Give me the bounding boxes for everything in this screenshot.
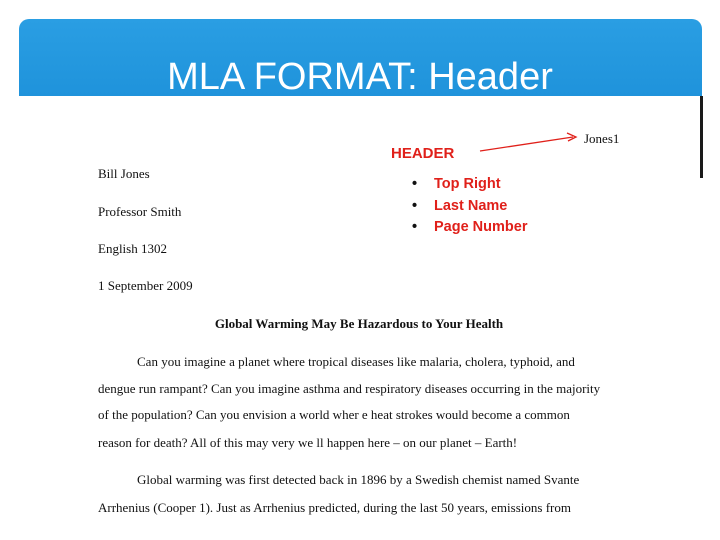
- paragraph-line: Can you imagine a planet where tropical diseases like malaria, cholera, typhoid, and: [137, 354, 575, 369]
- bullet-icon: •: [412, 197, 418, 214]
- paragraph-line: reason for death? All of this may very we ll happen here – on our planet – Earth!: [98, 435, 518, 450]
- paragraph-line: of the population? Can you envision a world wher e heat strokes would become a common: [98, 407, 570, 422]
- author-name: Bill Jones: [98, 166, 150, 181]
- paragraph-line: dengue run rampant? Can you imagine asthma and respiratory diseases occurring in the majority: [98, 381, 601, 396]
- list-item: • Last Name: [410, 196, 527, 218]
- running-head: Jones1: [584, 131, 620, 146]
- instructor-name: Professor Smith: [98, 204, 182, 219]
- essay-title: Global Warming May Be Hazardous to Your Health: [214, 316, 504, 331]
- document-edge: [700, 96, 703, 178]
- list-item: • Page Number: [410, 217, 527, 239]
- bullet-icon: •: [412, 219, 418, 235]
- list-item: • Top Right: [410, 174, 527, 196]
- paragraph-line: Global warming was first detected back in 1896 by a Swedish chemist named Svante: [137, 472, 580, 487]
- date: 1 September 2009: [98, 278, 193, 293]
- course-name: English 1302: [98, 241, 167, 256]
- paragraph-line: Arrhenius (Cooper 1). Just as Arrhenius predicted, during the last 50 years, emissions from: [98, 500, 571, 515]
- header-arrow: [470, 128, 585, 158]
- header-rules-list: [410, 174, 527, 239]
- slide-title: MLA FORMAT: Header: [167, 56, 553, 98]
- header-annotation-label: HEADER: [391, 145, 455, 162]
- bullet-icon: •: [412, 176, 418, 192]
